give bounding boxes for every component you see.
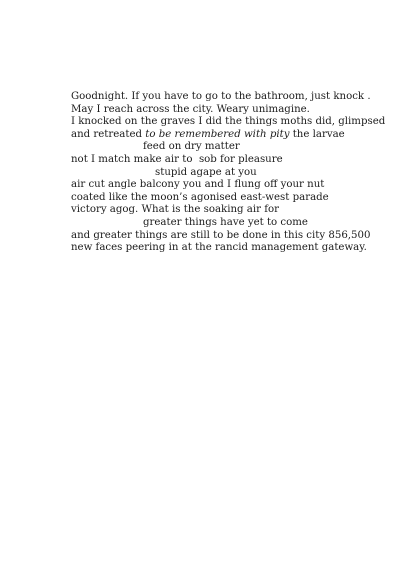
poem-line: air cut angle balcony you and I flung off your nut [71, 179, 325, 191]
poem-line-italic: to be remembered with pity [145, 128, 290, 140]
poem-line: coated like the moon’s agonised east-west parade [71, 191, 329, 203]
poem-line: I knocked on the graves I did the things moths did, glimpsed [71, 116, 386, 128]
poem-line: May I reach across the city. Weary unimagine. [71, 103, 310, 115]
poem-line-indented: stupid agape at you [155, 166, 257, 178]
poem-line: and greater things are still to be done in this city 856,500 [71, 229, 371, 241]
poem-line: not I match make air to sob for pleasure [71, 153, 283, 165]
poem-line [71, 129, 401, 142]
poem-line-indented: feed on dry matter [143, 141, 240, 153]
poem-line: victory agog. What is the soaking air for [71, 204, 280, 216]
poem-line-part: and retreated [71, 128, 146, 140]
poem-line: Goodnight. If you have to go to the bathroom, just knock . [71, 91, 371, 102]
poem-line: new faces peering in at the rancid management gateway. [71, 242, 367, 254]
poem-line-indented: greater things have yet to come [143, 216, 308, 228]
poem-line-part: the larvae [289, 128, 345, 140]
poem-text [71, 91, 401, 255]
